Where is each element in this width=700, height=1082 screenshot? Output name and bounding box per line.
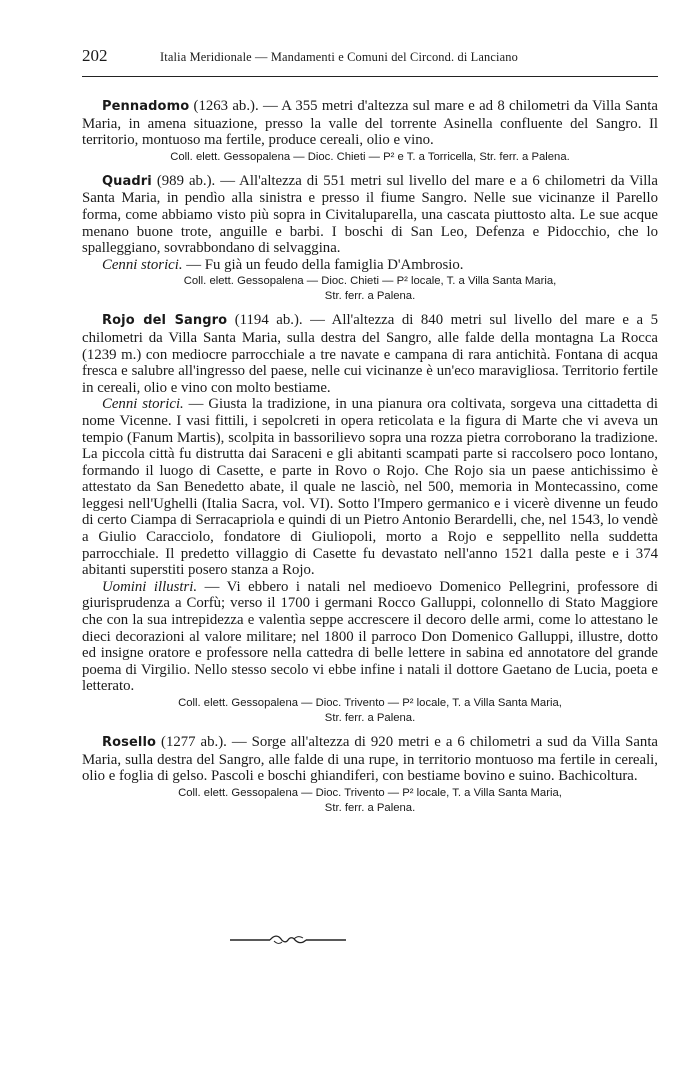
entry-body — [82, 173, 658, 257]
entry-rojo-del-sangro — [82, 312, 658, 726]
entry-name: Pennadomo — [102, 99, 190, 114]
section-paragraph — [82, 396, 658, 579]
entry-text: (1194 ab.). — All'altezza di 840 metri sul livello del mare e a 5 chilometri da Villa Santa Maria, sulla destra del Sangro, alle falde della montagna La Rocca (1239 m.) con mediocre parrocchiale a tre navate e campana di rara antichità. Fontana di acqua fresca e salubre all'ingresso del paese, nelle cui vicinanze è un'eco maravigliosa. Territorio fertile in cereali, olio e vino con molto bestiame. — [82, 312, 658, 396]
entry-body — [82, 312, 658, 396]
admin-line: Coll. elett. Gessopalena — Dioc. Chieti — P² locale, T. a Villa Santa Maria, — [183, 275, 557, 288]
section-label: Uomini illustri. — [102, 578, 198, 595]
admin-info — [82, 696, 658, 726]
running-title: Italia Meridionale — Mandamenti e Comuni del Circond. di Lanciano — [160, 50, 518, 64]
page-number: 202 — [82, 46, 108, 65]
entry-rosello — [82, 734, 658, 816]
entry-name: Quadri — [102, 173, 152, 189]
admin-line: Coll. elett. Gessopalena — Dioc. Chieti — P² e T. a Torricella, Str. ferr. a Palena. — [170, 150, 570, 163]
section-text: — Vi ebbero i natali nel medioevo Domenico Pellegrini, professore di giurisprudenza a Corfù; verso il 1700 i germani Rocco Galluppi, colonnello di Stato Maggiore che con la sua intrepidezza e valentìa seppe accrescere il decoro delle armi, come lo attestano le dieci decorazioni al valore militare; nel 1800 il parroco Don Domenico Galluppi, illustre, dotto ed insigne oratore e professore nella cattedra di belle lettere in sabina ed annotatore del grande poema di Virgilio. Nello stesso secolo vi ebbe infine i natali il dottore Gaetano de Lucia, poeta e letterato. — [82, 578, 658, 695]
entry-name: Rosello — [102, 735, 157, 750]
entry-text: (989 ab.). — All'altezza di 551 metri sul livello del mare e a 6 chilometri da Villa Santa Maria, in pendìo alla sinistra e presso il fiume Sangro. Nelle sue vicinanze il Parello forma, come abbiamo visto più sopra in Civitaluparella, una cascata piuttosto alta. Le sue acque menano buone trote, anguille e barbi. I boschi di San Leo, Defenza e Pidocchio, che lo spalleggiano, sovrabbondano di selvaggina. — [82, 172, 658, 257]
admin-info — [82, 274, 658, 304]
section-paragraph — [82, 257, 658, 274]
entry-text: (1277 ab.). — Sorge all'altezza di 920 metri e a 6 chilometri a sud da Villa Santa Maria, sulla destra del Sangro, alle falde di una rupe, in territorio montuoso ma fertile in cereali, olio e foglia di gelso. Pascoli e boschi ghiandiferi, con bestiame bovino e suino. Bachicoltura. — [82, 734, 658, 785]
section-label: Cenni storici. — [102, 256, 183, 273]
running-head — [82, 46, 658, 70]
entry-name: Rojo del Sangro — [102, 313, 228, 329]
admin-line: Coll. elett. Gessopalena — Dioc. Trivento — P² locale, T. a Villa Santa Maria, — [178, 786, 562, 799]
admin-info — [82, 786, 658, 816]
entry-pennadomo — [82, 98, 658, 165]
header-rule — [82, 76, 658, 77]
admin-line: Str. ferr. a Palena. — [324, 712, 416, 724]
section-paragraph — [82, 579, 658, 695]
section-label: Cenni storici. — [102, 396, 184, 413]
page — [82, 46, 658, 824]
entry-quadri — [82, 173, 658, 305]
section-text: — Fu già un feudo della famiglia D'Ambrosio. — [182, 256, 464, 273]
entry-body — [82, 98, 658, 149]
admin-line: Str. ferr. a Palena. — [324, 290, 416, 303]
end-ornament-icon — [228, 933, 348, 947]
entries — [82, 98, 658, 816]
admin-line: Str. ferr. a Palena. — [324, 801, 416, 814]
section-text: — Giusta la tradizione, in una pianura ora coltivata, sorgeva una cittadetta di nome Vicenne. I vasi fittili, i sepolcreti in opera reticolata e la figura di Marte che vi aveva un tempio (Fanum Martis), scolpita in bassorilievo sopra una rozza pietra corroborano la tradizione. La piccola città fu distrutta dai Saraceni e gli abitanti scampati parte si raccolsero poco lontano, formando il luogo di Casette, e parte in Rovo o Rojo. Che Rojo sia un paese antichissimo è attestato da San Benedetto abate, il quale ne lasciò, nel 500, memoria in Montecassino, come leggesi nell'Ughelli (Italia Sacra, vol. VI). Sotto l'Impero germanico e i vicerè divenne un feudo di certo Ciampa di Serracapriola e quindi di un Pietro Antonio Berardelli, che, nel 1543, lo vendè a Giulio Caracciolo, fondatore di Giuliopoli, morto a Rojo e seppellito nella suddetta parrocchiale. Il predetto villaggio di Casette fu devastato nell'anno 1521 dalla peste e i 374 abitanti superstiti posero stanza a Rojo. — [82, 396, 659, 579]
entry-text: (1263 ab.). — A 355 metri d'altezza sul mare e ad 8 chilometri da Villa Santa Maria, in amena situazione, presso la valle del torrente Asinella confluente del Sangro. Il territorio, montuoso ma fertile, produce cereali, olio e vino. — [82, 98, 658, 149]
admin-line: Coll. elett. Gessopalena — Dioc. Trivento — P² locale, T. a Villa Santa Maria, — [178, 697, 562, 709]
admin-info — [82, 150, 658, 165]
entry-body — [82, 734, 658, 785]
